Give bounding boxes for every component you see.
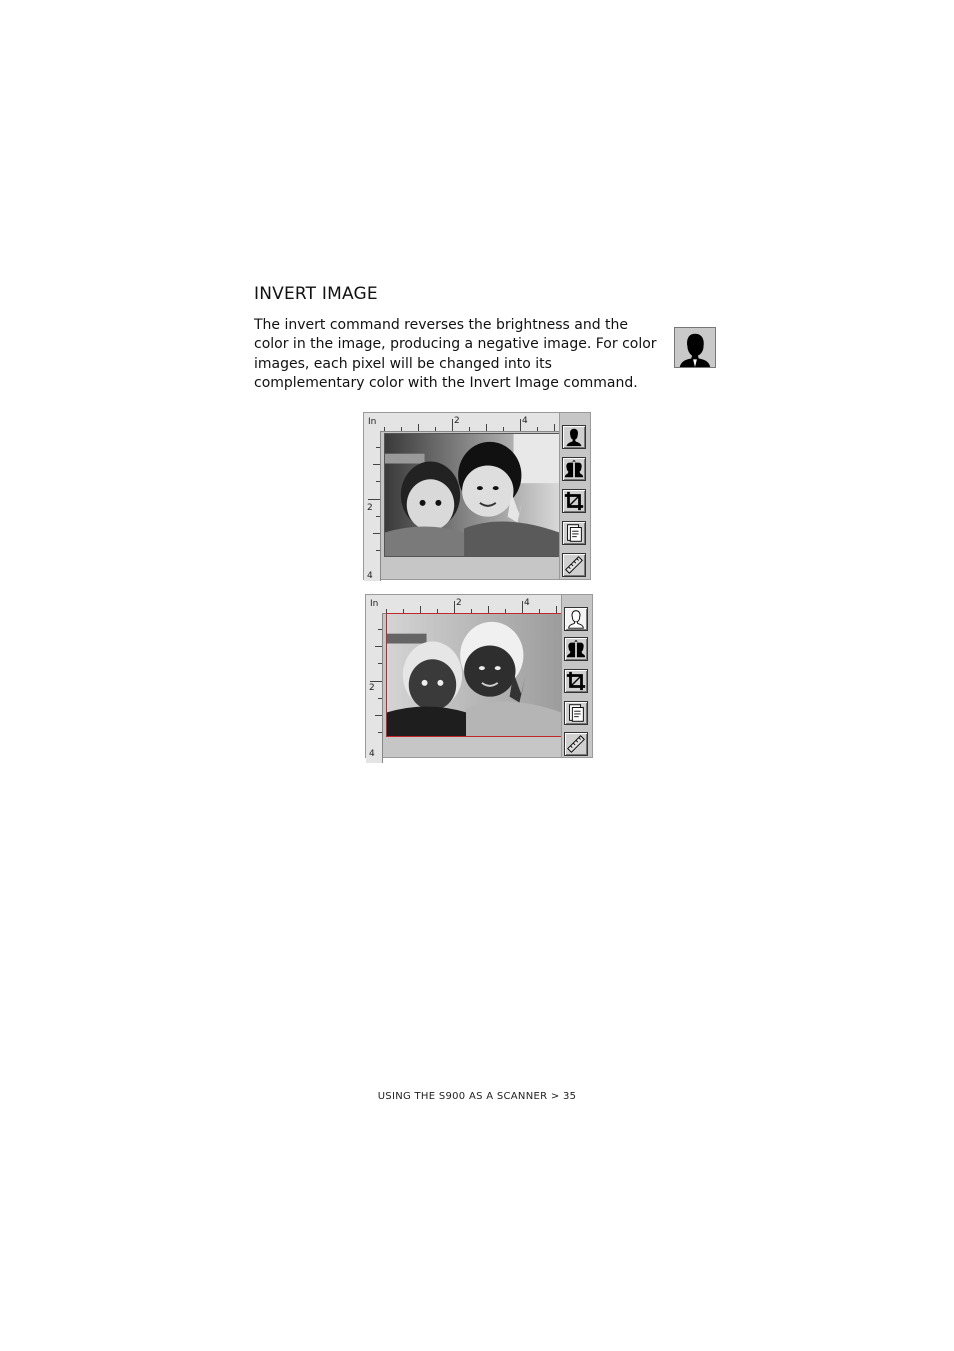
ruler-label: 2 — [456, 598, 462, 608]
invert-image-icon — [563, 426, 585, 448]
ruler-unit-label: In — [370, 599, 379, 609]
ruler-button[interactable] — [564, 732, 588, 756]
ruler-vertical — [364, 431, 381, 581]
invert-image-button[interactable] — [562, 425, 586, 449]
ruler-label: 4 — [367, 571, 373, 581]
preview-photo-inverted — [386, 613, 562, 737]
scanner-preview-normal — [363, 412, 591, 580]
page-button[interactable] — [564, 701, 588, 725]
crop-icon — [565, 670, 587, 692]
ruler-icon — [563, 554, 585, 576]
ruler-label: 4 — [522, 416, 528, 426]
mirror-image-icon — [565, 638, 587, 660]
ruler-label: 2 — [369, 683, 375, 693]
crop-button[interactable] — [564, 669, 588, 693]
ruler-icon — [565, 733, 587, 755]
invert-image-icon — [565, 608, 587, 630]
crop-button[interactable] — [562, 489, 586, 513]
ruler-button[interactable] — [562, 553, 586, 577]
invert-image-button[interactable] — [564, 607, 588, 631]
mirror-image-button[interactable] — [564, 637, 588, 661]
ruler-unit-label: In — [368, 417, 377, 427]
ruler-label: 2 — [367, 503, 373, 513]
page-footer: USING THE S900 AS A SCANNER > 35 — [377, 1091, 577, 1102]
mirror-image-button[interactable] — [562, 457, 586, 481]
ruler-vertical — [366, 613, 383, 763]
section-paragraph: The invert command reverses the brightness and the color in the image, producing a negative image. For color images, each pixel will be changed into its complementary color with the Invert Image command. — [254, 317, 657, 391]
ruler-label: 4 — [524, 598, 530, 608]
ruler-label: 2 — [454, 416, 460, 426]
preview-photo-normal — [384, 433, 560, 557]
ruler-label: 4 — [369, 749, 375, 759]
ruler-horizontal — [366, 595, 564, 614]
tool-palette — [559, 413, 590, 579]
ruler-horizontal — [364, 413, 562, 432]
invert-image-icon — [674, 327, 716, 368]
tool-palette — [561, 595, 592, 757]
page-button[interactable] — [562, 521, 586, 545]
section-heading: INVERT IMAGE — [254, 284, 378, 304]
page-icon — [563, 522, 585, 544]
mirror-image-icon — [563, 458, 585, 480]
crop-icon — [563, 490, 585, 512]
page-icon — [565, 702, 587, 724]
scanner-preview-inverted — [365, 594, 593, 758]
